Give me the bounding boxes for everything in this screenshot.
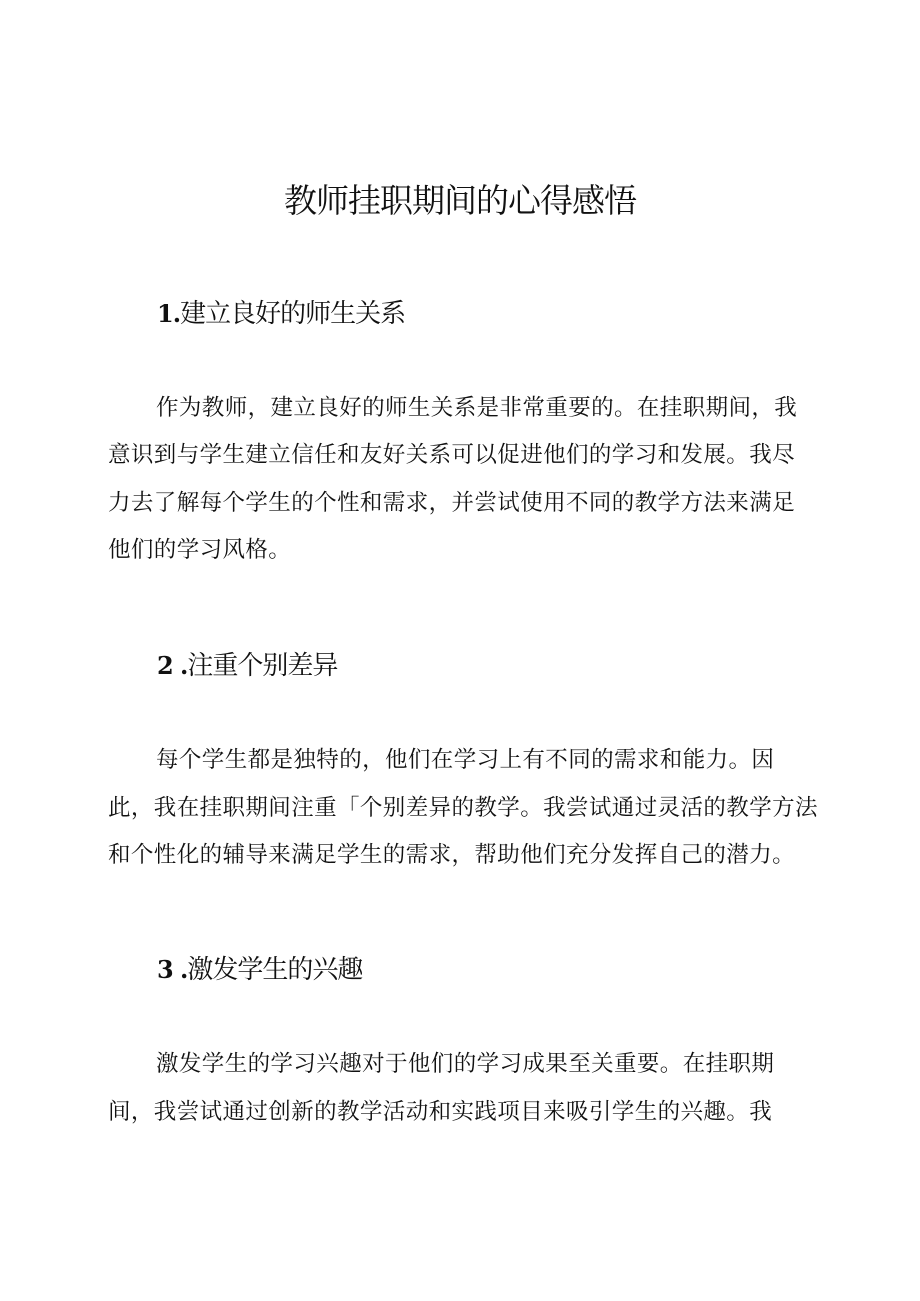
paragraph-line: 每个学生都是独特的，他们在学习上有不同的需求和能力。因: [156, 747, 775, 773]
section-2-heading-text: 注重个别差异: [187, 651, 338, 681]
paragraph-line: 此，我在挂职期间注重「个别差异的教学。我尝试通过灵活的教学方法: [108, 795, 818, 821]
paragraph-line: 间，我尝试通过创新的教学活动和实践项目来吸引学生的兴趣。我: [108, 1099, 773, 1125]
section-1-heading: [157, 296, 405, 332]
section-2-number: 2 .: [157, 651, 188, 680]
paragraph-line: 和个性化的辅导来满足学生的需求，帮助他们充分发挥自己的潜力。: [108, 842, 796, 868]
section-1-heading-text: 建立良好的师生关系: [180, 299, 406, 329]
paragraph-line: 力去了解每个学生的个性和需求，并尝试使用不同的教学方法来满足: [108, 490, 796, 516]
section-2-heading: [157, 648, 337, 684]
paragraph-line: 激发学生的学习兴趣对于他们的学习成果至关重要。在挂职期: [156, 1051, 775, 1077]
section-3-heading-text: 激发学生的兴趣: [187, 955, 363, 985]
document-title: 教师挂职期间的心得感悟: [284, 181, 636, 220]
paragraph-line: 意识到与学生建立信任和友好关系可以促进他们的学习和发展。我尽: [108, 442, 796, 468]
section-1-number: 1.: [157, 299, 181, 328]
section-3-heading: [157, 952, 362, 988]
paragraph-line: 作为教师，建立良好的师生关系是非常重要的。在挂职期间，我: [156, 395, 798, 421]
section-3-number: 3 .: [157, 955, 188, 984]
paragraph-line: 他们的学习风格。: [108, 537, 292, 563]
